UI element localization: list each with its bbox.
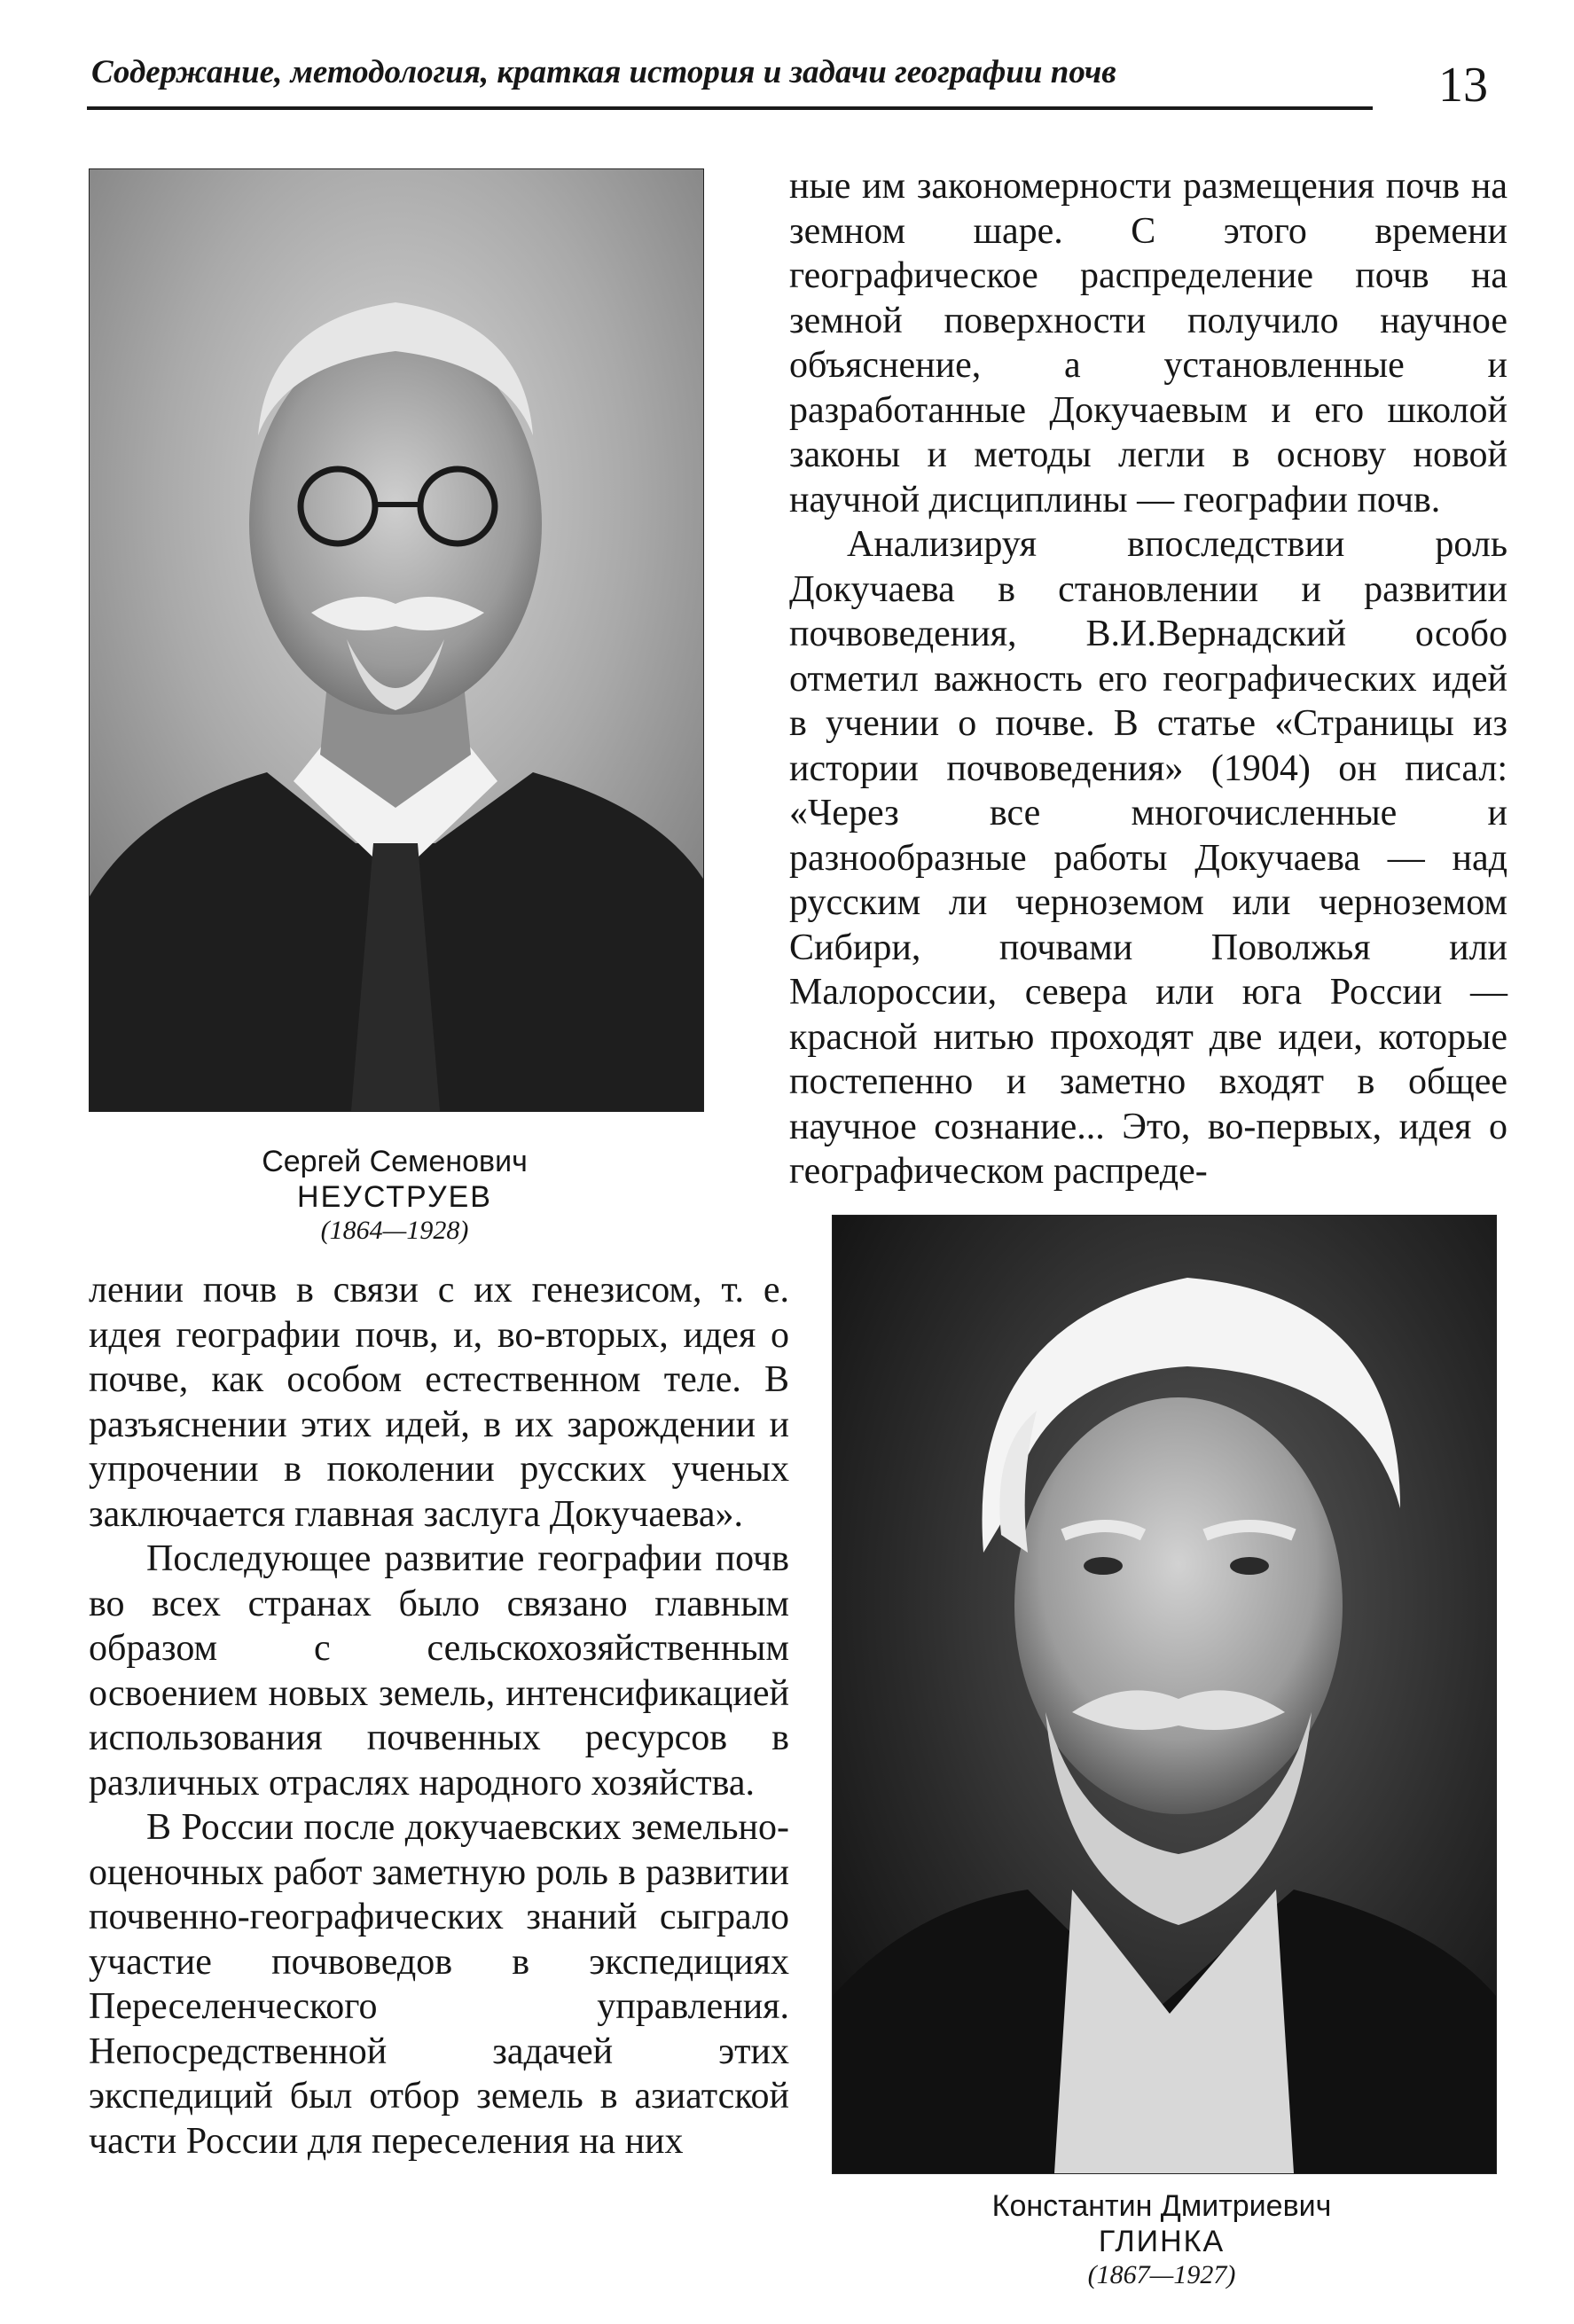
paragraph: Анализируя впоследствии роль Докучаева в становлении и развитии почвоведения, В.И.Вернадский особо отметил важность его географических идей в учении о почве. В статье «Страницы из истории почвоведения» (1904) он писал: «Через все многочисленные и разнообразные работы Докучаева — над русским ли черноземом или черноземом Сибири, почвами Поволжья или Малороссии, севера или юга России — красной нитью проходят две идеи, которые постепенно и заметно входят в общее научное сознание... Это, во-первых, идея о географическом распреде- <box>789 524 1507 1192</box>
caption-years: (1867—1927) <box>1087 2260 1236 2289</box>
running-title: Содержание, методология, краткая история и задачи географии почв <box>91 54 1116 90</box>
caption-surname: НЕУСТРУЕВ <box>297 1180 492 1214</box>
paragraph: лении почв в связи с их генезисом, т. е. идея географии почв, и, во-вторых, идея о почве, как особом естественном теле. В разъяснении этих идей, в их зарождении и упрочении в поколении русских ученых заключается главная заслуга Докучаева». <box>89 1270 789 1535</box>
portrait-neustruev-caption <box>195 1144 594 1247</box>
paragraph: ные им закономерности размещения почв на земном шаре. С этого времени географическое распределение почв на земной поверхности получило научное объяснение, а установленные и разработанные Докучаевым и его школой законы и методы легли в основу новой научной дисциплины — географии почв. <box>789 166 1507 520</box>
portrait-neustruev-photo <box>89 168 704 1112</box>
portrait-glinka-caption <box>940 2188 1383 2291</box>
caption-years: (1864—1928) <box>320 1216 469 1245</box>
caption-given-names: Сергей Семенович <box>262 1145 528 1178</box>
paragraph: Последующее развитие географии почв во всех странах было связано главным образом с сельскохозяйственным освоением новых земель, интенсификацией использования почвенных ресурсов в различных отраслях народного хозяйства. <box>89 1538 789 1804</box>
left-column-text <box>89 1268 789 2164</box>
right-column-text <box>789 164 1507 1194</box>
caption-given-names: Константин Дмитриевич <box>991 2189 1332 2223</box>
paragraph: В России после докучаевских земельно-оценочных работ заметную роль в развитии почвенно-географических знаний сыграло участие почвоведов в экспедициях Переселенческого управления. Непосредственной задачей этих экспедиций был отбор земель в азиатской части России для переселения на них <box>89 1807 789 2162</box>
portrait-glinka-photo <box>832 1215 1497 2174</box>
caption-surname: ГЛИНКА <box>1098 2225 1226 2258</box>
header-rule <box>87 106 1373 110</box>
page-number: 13 <box>1438 58 1488 113</box>
